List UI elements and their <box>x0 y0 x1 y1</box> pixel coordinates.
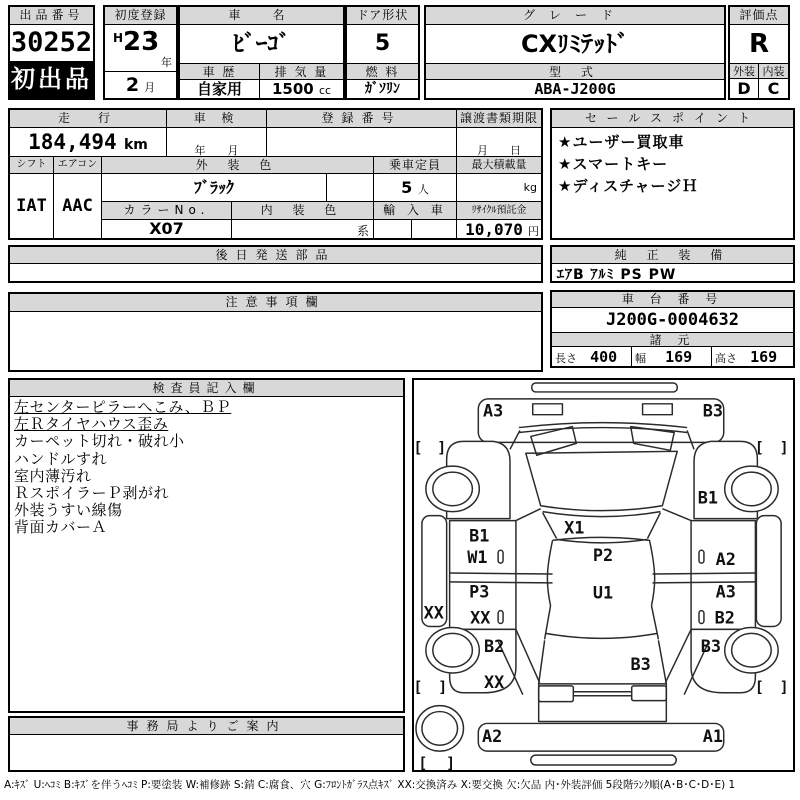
width-value: 169 <box>665 348 693 366</box>
damage-label-A1: A1 <box>702 726 723 747</box>
interior-score: C <box>767 79 780 98</box>
inspector-note-line: 外装うすい線傷 <box>14 501 123 520</box>
height-label: 高さ <box>715 352 737 365</box>
bracket-mark: [ <box>418 754 428 770</box>
chassis-box <box>550 290 795 368</box>
displacement-value: 1500 <box>271 80 314 98</box>
inspector-note-line: 背面カバーＡ <box>14 518 108 537</box>
reg-no-value <box>267 128 457 157</box>
damage-label-P2: P2 <box>592 545 614 566</box>
recycle-header: ﾘｻｲｸﾙ預託金 <box>457 202 541 220</box>
damage-label-B2: B2 <box>484 636 505 657</box>
ext-color-value: ﾌﾞﾗｯｸ <box>102 174 327 202</box>
inspector-note-line: ＲスポイラーＰ剥がれ <box>14 484 170 503</box>
bracket-mark: [ <box>754 678 764 696</box>
capacity-header: 乗車定員 <box>374 157 457 174</box>
dimensions-header: 諸 元 <box>552 332 793 347</box>
inspector-note-line: 左センターピラーへこみ、ＢＰ <box>14 398 232 416</box>
damage-label-B2: B2 <box>714 607 735 628</box>
aircon-header: エアコン <box>54 157 102 174</box>
spare-wheel <box>416 706 463 752</box>
damage-label-P3: P3 <box>469 581 490 602</box>
interior-header: 内装 <box>759 63 788 79</box>
office-info-header: 事務局よりご案内 <box>10 718 403 735</box>
shift-header: シフト <box>10 157 54 174</box>
wheel-front-right <box>725 466 778 512</box>
capacity-value: 5 <box>401 178 413 197</box>
color-no-value: X07 <box>102 220 232 238</box>
transfer-docs-header: 譲渡書類期限 <box>457 110 541 128</box>
height-value: 169 <box>750 348 778 366</box>
office-info-box <box>8 716 405 772</box>
grade-header: グレード <box>426 7 724 25</box>
recycle-unit: 円 <box>528 225 539 238</box>
bracket-mark: ] <box>446 754 456 770</box>
int-color-header: 内 装 色 <box>232 202 374 220</box>
ext-color-code-cell <box>327 174 374 202</box>
displacement-header: 排 気 量 <box>260 63 343 80</box>
chassis-value: J200G-0004632 <box>605 310 740 330</box>
shaken-value: 年 月 <box>167 128 267 157</box>
oem-equipment-box <box>550 245 795 283</box>
notes-box <box>8 292 543 372</box>
later-parts-header: 後日発送部品 <box>10 247 541 264</box>
damage-label-A2: A2 <box>482 726 503 747</box>
sales-point-item: ★ユーザー買取車 <box>558 133 685 151</box>
damage-label-U1: U1 <box>592 582 614 603</box>
inspector-note-line: ハンドルすれ <box>14 449 108 468</box>
doors-header: ドア形状 <box>347 7 418 25</box>
import-cell-1 <box>374 220 412 238</box>
bracket-mark: ] <box>437 439 447 457</box>
oem-equipment-value: ｴｱB ｱﾙﾐ PS PW <box>557 267 677 283</box>
exterior-score: D <box>730 79 759 98</box>
inspector-notes-list <box>10 397 403 539</box>
lot-number-box <box>8 5 95 100</box>
lot-number-header: 出品番号 <box>10 7 93 25</box>
capacity-unit: 人 <box>417 183 429 196</box>
car-diagram <box>414 380 793 770</box>
first-registration-month: 2 <box>125 74 140 96</box>
damage-label-W1: W1 <box>467 547 488 568</box>
inspector-notes-header: 検査員記入欄 <box>10 380 403 397</box>
fuel-header: 燃 料 <box>347 63 418 80</box>
sales-point-item: ★スマートキー <box>558 155 669 173</box>
sales-point-item: ★ディスチャージＨ <box>558 177 699 195</box>
first-registration-header: 初度登録 <box>105 7 176 25</box>
bracket-mark: ] <box>779 439 789 457</box>
score-box <box>728 5 790 100</box>
month-label: 月 <box>144 81 156 94</box>
damage-label-X1: X1 <box>564 517 585 538</box>
inspector-notes-box <box>8 378 405 713</box>
car-name-value: ﾋﾞｰｺﾞ <box>232 31 291 57</box>
first-registration-year: 23 <box>123 27 160 57</box>
length-value: 400 <box>590 348 618 366</box>
import-cell-2 <box>412 220 457 238</box>
history-value: 自家用 <box>180 80 260 98</box>
lot-number-value: 30252 <box>10 27 93 58</box>
sales-points-header: セールスポイント <box>552 110 793 128</box>
exterior-header: 外装 <box>730 63 759 79</box>
mileage-header: 走 行 <box>10 110 167 128</box>
recycle-value: 10,070 <box>465 220 523 238</box>
mileage-value: 184,494 <box>28 130 117 154</box>
notes-header: 注意事項欄 <box>10 294 541 312</box>
model-code-header: 型 式 <box>426 63 724 80</box>
bracket-mark: [ <box>414 678 423 696</box>
damage-label-A2: A2 <box>715 549 736 570</box>
history-header: 車 歴 <box>180 63 260 80</box>
inspector-note-line: 左Ｒタイヤハウス歪み <box>14 415 169 434</box>
first-registration-box <box>103 5 178 100</box>
damage-label-B1: B1 <box>469 525 490 546</box>
wheel-rear-left <box>426 627 479 673</box>
damage-label-B3: B3 <box>702 400 723 421</box>
damage-label-B3: B3 <box>700 636 721 657</box>
damage-label-A3: A3 <box>715 581 736 602</box>
reg-no-header: 登録番号 <box>267 110 457 128</box>
grade-value: CXﾘﾐﾃｯﾄﾞ <box>520 30 630 58</box>
doors-value: 5 <box>374 31 391 56</box>
car-body-outline <box>416 383 781 765</box>
damage-label-A3: A3 <box>483 400 504 421</box>
bracket-mark: ] <box>779 678 789 696</box>
damage-label-B1: B1 <box>697 487 719 508</box>
car-name-header: 車 名 <box>180 7 343 25</box>
bracket-mark: [ <box>754 439 764 457</box>
bracket-mark: ] <box>438 678 448 696</box>
later-parts-value <box>10 264 541 281</box>
max-load-unit: kg <box>523 181 537 194</box>
car-name-box <box>178 5 345 100</box>
score-value: R <box>748 29 770 59</box>
model-code-value: ABA-J200G <box>534 80 616 98</box>
year-label: 年 <box>161 56 172 69</box>
sales-points-list <box>552 128 793 200</box>
shift-value: IAT <box>10 174 54 238</box>
doors-box <box>345 5 420 100</box>
transfer-docs-value: 月 日 <box>457 128 541 157</box>
fuel-value: ｶﾞｿﾘﾝ <box>365 81 400 97</box>
legend-text: A:ｷｽﾞ U:ﾍｺﾐ B:ｷｽﾞを伴うﾍｺﾐ P:要塗装 W:補修跡 S:錆 C:腐食、穴 G:ﾌﾛﾝﾄｶﾞﾗｽ点ｷｽﾞ XX:交換済み X:要交換 欠:欠品 内･外装評価 5段階ﾗﾝｸ順(A･B･C･D･E) 1 <box>4 779 736 791</box>
int-color-suffix: 系 <box>356 224 369 238</box>
inspector-note-line: カーペット切れ・破れ小 <box>14 432 185 451</box>
damage-label-XX: XX <box>470 607 491 628</box>
first-listing-badge: 初出品 <box>10 61 93 98</box>
wheel-front-left <box>426 466 479 512</box>
color-no-header: カラーNo. <box>102 202 232 220</box>
import-header: 輸 入 車 <box>374 202 457 220</box>
sales-points-box <box>550 108 795 240</box>
length-label: 長さ <box>555 352 577 365</box>
damage-label-B3: B3 <box>630 653 651 674</box>
bracket-mark: [ <box>414 439 423 457</box>
inspector-note-line: 室内薄汚れ <box>14 466 92 485</box>
wheel-rear-right <box>725 627 778 673</box>
score-header: 評価点 <box>730 7 788 25</box>
width-label: 幅 <box>635 352 646 365</box>
oem-equipment-header: 純 正 装 備 <box>552 247 793 264</box>
damage-label-XX: XX <box>423 602 444 623</box>
mileage-unit: km <box>123 137 148 153</box>
later-parts-box <box>8 245 543 283</box>
grade-box <box>424 5 726 100</box>
shaken-header: 車 検 <box>167 110 267 128</box>
damage-label-XX: XX <box>484 671 505 692</box>
ext-color-header: 外 装 色 <box>102 157 374 174</box>
main-table <box>8 108 543 240</box>
chassis-header: 車 台 番 号 <box>552 292 793 308</box>
era-code: H <box>113 31 124 45</box>
damage-diagram-box <box>412 378 795 772</box>
aircon-value: AAC <box>54 174 102 238</box>
displacement-unit: cc <box>318 84 332 97</box>
max-load-header: 最大積載量 <box>457 157 541 174</box>
